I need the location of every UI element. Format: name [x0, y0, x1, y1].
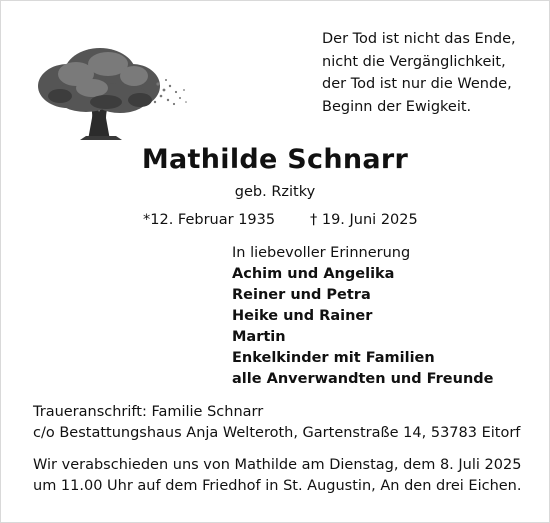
- birth-date: *12. Februar 1935: [143, 212, 276, 228]
- mourner-name: Enkelkinder mit Familien: [232, 350, 435, 366]
- deceased-name: Mathilde Schnarr: [141, 144, 409, 175]
- service-line: um 11.00 Uhr auf dem Friedhof in St. Augustin, An den drei Eichen.: [33, 478, 522, 494]
- birth-name: geb. Rzitky: [234, 184, 316, 200]
- address-line: c/o Bestattungshaus Anja Welteroth, Gartenstraße 14, 53783 Eitorf: [33, 425, 521, 441]
- mourning-address: [33, 402, 520, 444]
- mourner-name: alle Anverwandten und Freunde: [232, 371, 494, 387]
- mourners-list: [232, 243, 494, 390]
- poem-line: Beginn der Ewigkeit.: [322, 98, 472, 115]
- poem-line: der Tod ist nur die Wende,: [322, 76, 512, 92]
- mourner-name: Martin: [232, 329, 286, 345]
- mourner-name: Achim und Angelika: [232, 266, 395, 282]
- funeral-service-info: [33, 455, 521, 497]
- poem-line: Der Tod ist nicht das Ende,: [322, 31, 516, 47]
- poem: [322, 28, 516, 118]
- poem-line: nicht die Vergänglichkeit,: [322, 53, 506, 70]
- service-line: Wir verabschieden uns von Mathilde am Dienstag, dem 8. Juli 2025: [33, 457, 522, 473]
- mourners-intro: In liebevoller Erinnerung: [232, 245, 411, 261]
- mourner-name: Reiner und Petra: [232, 287, 371, 303]
- death-date: † 19. Juni 2025: [310, 212, 418, 228]
- address-line: Traueranschrift: Familie Schnarr: [33, 404, 264, 420]
- mourner-name: Heike und Rainer: [232, 308, 373, 324]
- tree-icon: [30, 44, 190, 140]
